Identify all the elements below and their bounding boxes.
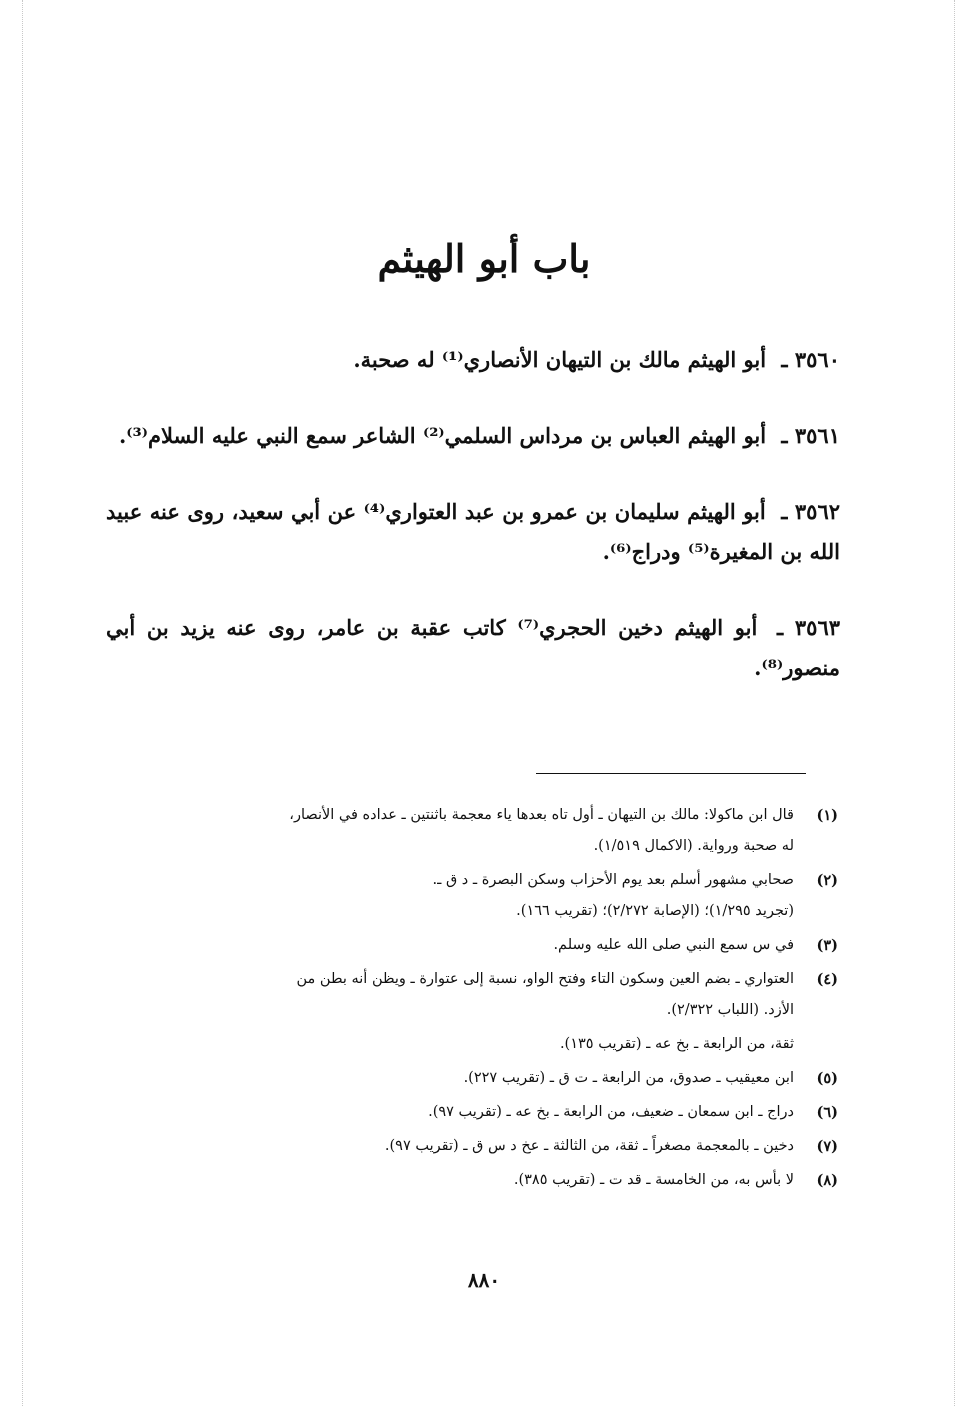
- footnote-number: (٨): [816, 1172, 838, 1189]
- footnote-body: [106, 930, 794, 961]
- footnote-separator: [536, 773, 806, 774]
- footnote-body: [106, 865, 794, 927]
- footnote-line: في س سمع النبي صلى الله عليه وسلم.: [553, 937, 794, 953]
- footnote: [106, 1063, 838, 1094]
- entry-text: أبو الهيثم مالك بن التيهان الأنصاري⁽¹⁾ له صحبة.: [353, 347, 767, 372]
- footnote-line: دراج ـ ابن سمعان ـ ضعيف، من الرابعة ـ بخ عه ـ (تقريب ٩٧).: [428, 1104, 794, 1120]
- footnote-line: دخين ـ بالمعجمة مصغراً ـ ثقة، من الثالثة ـ عخ د س ق ـ (تقريب ٩٧).: [384, 1138, 794, 1154]
- entry: [106, 416, 840, 456]
- footnote-line: ثقة، من الرابعة ـ بخ عه ـ (تقريب ١٣٥).: [559, 1036, 794, 1052]
- footnote-number: (٦): [816, 1104, 838, 1121]
- footnote-line: الأزد. (اللباب ٢/٣٢٢).: [666, 1002, 794, 1018]
- footnote-line: (تجريد ١/٢٩٥)؛ (الإصابة ٢/٢٧٢)؛ (تقريب ١٦٦).: [516, 903, 794, 919]
- footnote-line: قال ابن ماكولا: مالك بن التيهان ـ أول تاه بعدها ياء معجمة باثنتين ـ عداده في الأنصار،: [289, 807, 794, 823]
- footnote-body: [106, 1097, 794, 1128]
- footnote-line: العتواري ـ بضم العين وسكون التاء وفتح الواو، نسبة إلى عتوارة ـ ويظن أنه بطن من: [296, 971, 794, 987]
- entry-text: أبو الهيثم سليمان بن عمرو بن عبد العتواري⁽⁴⁾ عن أبي سعيد، روى عنه عبيد الله بن المغيرة⁽⁵⁾ ودراج⁽⁶⁾.: [106, 499, 840, 564]
- footnote-body: [106, 1131, 794, 1162]
- footnote: [106, 1097, 838, 1128]
- footnote: [106, 1165, 838, 1196]
- footnote-number: (٣): [816, 937, 838, 954]
- entries-list: [106, 340, 840, 724]
- entry: [106, 608, 840, 688]
- footnote-line: صحابي مشهور أسلم بعد يوم الأحزاب وسكن البصرة ـ د ق ـ.: [432, 872, 794, 888]
- footnote-line: ابن معيقيب ـ صدوق، من الرابعة ـ ت ق ـ (تقريب ٢٢٧).: [463, 1070, 794, 1086]
- entry-number: ٣٥٦٢ ـ: [781, 499, 841, 524]
- footnote-number: (٧): [816, 1138, 838, 1155]
- footnote: [106, 800, 838, 862]
- footnote-line: له صحبة ورواية. (الاكمال ١/٥١٩).: [593, 838, 794, 854]
- footnote-body: [106, 1165, 794, 1196]
- footnote-line: لا بأس به، من الخامسة ـ قد ت ـ (تقريب ٣٨٥).: [513, 1172, 794, 1188]
- footnote-number: (٤): [816, 971, 838, 988]
- entry: [106, 492, 840, 572]
- entry-text: أبو الهيثم العباس بن مرداس السلمي⁽²⁾ الشاعر سمع النبي عليه السلام⁽³⁾.: [118, 423, 767, 448]
- footnote-number: (٥): [816, 1070, 838, 1087]
- entry-text: أبو الهيثم دخين الحجري⁽⁷⁾ كاتب عقبة بن عامر، روى عنه يزيد بن أبي منصور⁽⁸⁾.: [106, 615, 840, 680]
- footnote-body: [106, 964, 794, 1026]
- footnote: [106, 930, 838, 961]
- footnote: [106, 964, 838, 1026]
- entry-number: ٣٥٦١ ـ: [781, 423, 840, 448]
- footnote-body: [106, 800, 794, 862]
- chapter-heading: باب أبو الهيثم: [377, 236, 591, 281]
- page-number: ٨٨٠: [467, 1268, 501, 1292]
- entry: [106, 340, 840, 380]
- entry-number: ٣٥٦٠ ـ: [781, 347, 840, 372]
- footnote-body: [106, 1063, 794, 1094]
- footnote: [106, 1131, 838, 1162]
- footnotes: [106, 800, 838, 1199]
- entry-number: ٣٥٦٣ ـ: [777, 615, 841, 640]
- footnote-continuation: [106, 1029, 838, 1060]
- footnote-number: (١): [816, 807, 838, 824]
- footnote-number: (٢): [816, 872, 838, 889]
- footnote: [106, 865, 838, 927]
